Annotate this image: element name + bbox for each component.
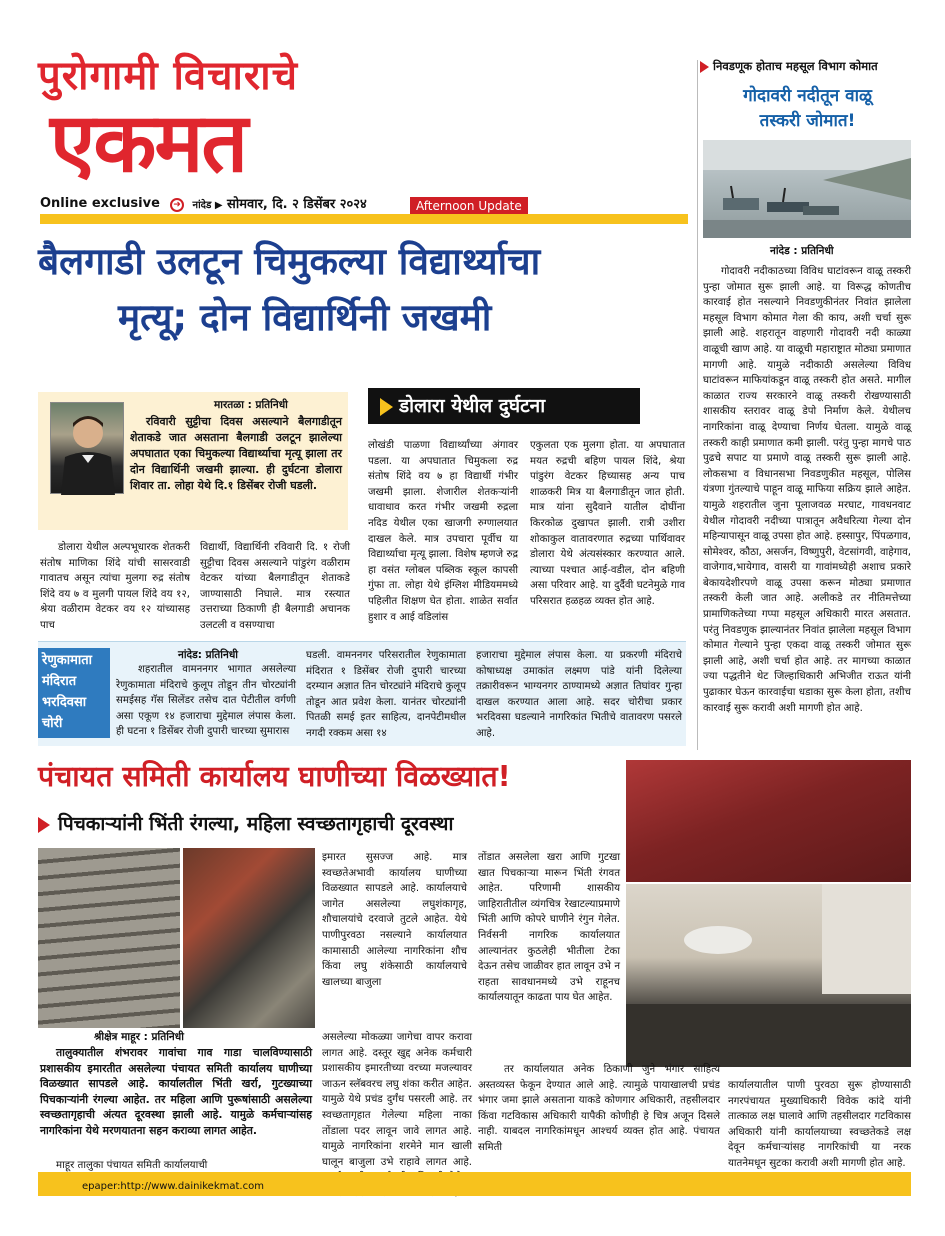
panchayat-column-4: कार्यालयातील पाणी पुरवठा सुरू होण्यासाठी नगरपंचायत मुख्याधिकारी विवेक कांदे यांनी तात्काळ लक्ष घालावे आणि तहसीलदार गटविकास अधिकारी यांनी कार्यालयाच्या स्वच्छतेकडे लक्ष देवून कर्मचाऱ्यांसह नागरिकांची या नरक यातनेमधून सुटका करावी अशी मागणी होत आहे. bbox=[728, 1080, 911, 1169]
online-exclusive-label: Online exclusive bbox=[40, 196, 160, 211]
river-boats-illustration bbox=[703, 140, 911, 238]
lead-intro-text: रविवारी सुट्टीचा दिवस असल्याने बैलगाडीतून शेताकडे जात असताना बैलगाडी उलटून झालेल्या अपघातात एका चिमुकल्या विद्यार्थ्याचा मृत्यू झाला तर दोन विद्यार्थिनी जखमी झाल्या. ही दुर्घटना डोलारा शिवार ता. लोहा येथे दि.१ डिसेंबर रोजी घडली. bbox=[130, 415, 342, 492]
triangle-bullet-icon bbox=[380, 398, 393, 416]
renuka-story-label: रेणुकामाता मंदिरात भरदिवसा चोरी bbox=[38, 648, 110, 738]
panchayat-column-3: तोंडात असलेला खरा आणि गुटखा खात पिचकाऱ्या मारून भिंती रंगवत आहेत. परिणामी शासकीय जाहिरातीतील व्यंगचित्र रेखाटल्याप्रमाणे भिंती आणि कोपरे घाणीने रंगुन गेलेत. निर्वसनी नागरिक कार्यालयात आल्यानंतर कुठलेही भीतीला टेका देऊन तसेच जाळीवर हात लावून उभे न राहता सावधानमध्ये उभे राहूनच कार्यालयातून काढता पाय घेत आहेत. bbox=[478, 852, 620, 1004]
panchayat-byline: श्रीक्षेत्र माहूर : प्रतिनिधी bbox=[94, 1031, 184, 1043]
renuka-column-1: शहरातील वामननगर भागात असलेल्या रेणुकामाता मंदिराचे कुलूप तोडून तीन चोरट्यांनी समईसह गॅस सिलेंडर तसेच दात पेटीतील वर्गणी असा एकूण १४ हजाराचा मुद्देमाल लंपास केला. ही घटना १ डिसेंबर रोजी दुपारी चारच्या सुमारास bbox=[116, 664, 296, 738]
arrow-circle-icon: ➜ bbox=[170, 198, 184, 212]
renuka-byline: नांदेड: प्रतिनिधी bbox=[178, 649, 238, 661]
dateline-place: नांदेड ▶ bbox=[192, 200, 223, 211]
lead-column-3: लोखंडी पाळणा विद्यार्थ्यांच्या अंगावर पडला. या अपघातात चिमुकला रुद्र संतोष शिंदे वय ७ हा विद्यार्थी गंभीर जखमी झाला. शेजारील शेतकऱ्यांनी धावाधाव करत गंभीर जखमी रुद्रला नदिड येथील एका खाजगी रुग्णालयात दाखल केले. मात्र उपचारा पूर्वीच या विद्यार्थ्याचा मृत्यू झाला. विशेष म्हणजे रुद्र हा वसंत ग्लोबल पब्लिक स्कूल कापसी गुंफा ता. लोहा येथे इंग्लिश मीडियममध्ये पहिलीत शिक्षण घेत होता. शाळेत सर्वात हुशार व आई वडिलांस bbox=[368, 440, 518, 623]
stairs-photo bbox=[38, 848, 180, 1028]
stained-wall-photo bbox=[626, 760, 911, 882]
lead-intro-text-wrap bbox=[44, 496, 344, 526]
lead-subhead: डोलारा येथील दुर्घटना bbox=[368, 388, 640, 424]
masthead-tagline: पुरोगामी विचाराचे bbox=[38, 53, 299, 99]
right-story-title: गोदावरी नदीतून वाळू तस्करी जोमात! bbox=[743, 86, 872, 131]
dateline bbox=[170, 194, 367, 212]
panchayat-headline: पंचायत समिती कार्यालय घाणीच्या विळख्यात! bbox=[38, 760, 511, 793]
dateline-date: सोमवार, दि. २ डिसेंबर २०२४ bbox=[227, 197, 367, 212]
panchayat-column-2: इमारत सुसज्ज आहे. मात्र स्वच्छतेअभावी कार्यालय घाणीच्या विळख्यात सापडले आहे. कार्यालयाचे जागेत असलेल्या लघुशंकागृह, शौचालयांचे दरवाजे तुटले आहेत. येथे पाणीपुरवठा नसल्याने कार्यालयात कामासाठी आलेल्या नागरिकांना शौच किंवा लघु शंकेसाठी कार्यालयाचे खालच्या बाजुला bbox=[322, 852, 467, 988]
lead-column-4: एकुलता एक मुलगा होता. या अपघातात मयत रुद्रची बहिण पायल शिंदे, श्रेया पांडुरंग वेटकर हिच्यासह अन्य पाच शाळकरी मित्र या बैलगाडीतून जात होती. मात्र यांना सुदैवाने यातील दोघींना किरकोळ दुखापत झाली. रात्री उशीरा शोकाकुल वातावरणात रुद्रच्या पार्थिवावर डोलारा येथे अंत्यसंस्कार करण्यात आले. त्याच्या पश्चात आई-वडील, दोन बहिणी असा परिवार आहे. या दुर्दैवी घटनेमुळे गाव परिसरात हळहळ व्यक्त होत आहे. bbox=[530, 440, 685, 607]
panchayat-intro: तालुक्यातील शंभरावर गावांचा गाव गाडा चालविण्यासाठी प्रशासकीय इमारतीत असलेल्या पंचायत समिती कार्यालय घाणीच्या विळख्यात सापडले आहे. कार्यालतील भिंती खर्रा, गुटख्याच्या पिचकाऱ्यांनी रंगल्या आहेत. तर महिला आणि पुरूषांसाठी असलेल्या स्वच्छतागृहाची अंत्यत दूरवस्था झाली आहे. यामुळे कर्मचाऱ्यांसह नागरिकांना येथे मरणयातना सहन कराव्या लागत आहेत. bbox=[40, 1046, 312, 1137]
toilet-photo bbox=[626, 884, 911, 1067]
river-photo bbox=[703, 140, 911, 238]
lead-column-1: डोलारा येथील अल्पभूधारक शेतकरी संतोष माणिका शिंदे यांची सासरवाडी गावातच असून त्यांचा मुलगा रुद्र संतोष शिंदे वय ७ व मुलगी पायल शिंदे वय १२, श्रेया वळीराम वेटकर वय १२ यांच्यासह पाच bbox=[40, 542, 190, 631]
panchayat-subhead: पिचकाऱ्यांनी भिंती रंगल्या, महिला स्वच्छतागृहाची दूरवस्था bbox=[38, 806, 628, 842]
edition-badge: Afternoon Update bbox=[410, 197, 528, 215]
right-story-byline: नांदेड : प्रतिनिधी bbox=[770, 245, 834, 257]
triangle-bullet-icon bbox=[38, 817, 50, 833]
renuka-column-3: हजाराचा मुद्देमाल लंपास केला. या प्रकरणी मंदिराचे कोषाध्यक्ष उमाकांत लक्ष्मण पांडे यांनी दिलेल्या तक्रारीवरून भाग्यनगर ठाण्यामध्ये अज्ञात तिघांवर गुन्हा दाखल करण्यात आला आहे. सदर चोरीचा प्रकार भरदिवसा घडल्याने नागरिकांत भितीचे वातावरण पसरले आहे. bbox=[476, 650, 682, 739]
footer-epaper-link[interactable]: epaper:http://www.dainikekmat.com bbox=[82, 1181, 264, 1192]
boy-portrait-illustration bbox=[51, 403, 125, 495]
masthead-logo: एकमत bbox=[50, 96, 247, 191]
renuka-column-2: घडली. वामननगर परिसरातील रेणुकामाता मंदिरात १ डिसेंबर रोजी दुपारी चारच्या दरम्यान अज्ञात तिन चोरट्यांने मंदिराचे कुलूप तोडून आत प्रवेश केला. यानंतर चोरट्यांनी पितळी समई इतर साहित्य, दानपेटीमधील नगदी रक्कम असा १४ bbox=[306, 650, 466, 739]
right-story-body: गोदावरी नदीकाठच्या विविध घाटांवरून वाळू तस्करी पुन्हा जोमात सुरू झाली आहे. या विरूद्ध कोणतीच कारवाई होत नसल्याने निवडणुकीनंतर निवांत झालेला महसूल विभाग कोमात गेला की काय, अशी चर्चा सुरू झाली आहे. शहरातून वाहणारी गोदावरी नदी काळ्या वाळूची खाण आहे. या वाळूची महाराष्ट्रात मोठ्या प्रमाणात मागणी आहे. यामुळे नदीकाठी असलेल्या विविध घाटांवरून माफियांकडून वाळू तस्करी होत असते. मागील काळात राज्य सरकारने वाळू तस्करी रोखण्यासाठी शासकीय स्तरावर वाळू डेपो निर्माण केले. येथीलच नागरिकांना वाळू देण्याचा निर्णय घेतला. यामुळे वाळू तस्करी काही प्रमाणात कमी झाली. परंतु पुन्हा मागचे पाठ पुढचे सपाट या प्रमाणे वाळू तस्करी सुरू झाली आहे. लोकसभा व विधानसभा निवडणुकीत महसूल, पोलिस यंत्रणा गुंतल्याचे पाहून वाळू माफिया सक्रिय झाले आहेत. यामुळे शहरातील जुना पूलाजवळ मरघाट, गावधनवाट येथील गोदावरी नदीच्या पात्रातून अवैधरित्या गेल्या दोन महिन्यापासून वाळू उपसा होत आहे. हस्सापुर, पिंपळगाव, सोमेश्वर, कौठा, असर्जन, विष्णुपुरी, वेटसांगवी, वाहेगाव, वाजेगाव,भायेगाव, वासरी या गावांमध्येही अशाच प्रकारे बेकायदेशीरपणे वाळू उपसा करून मोठ्या प्रमाणात तस्करी केली जात आहे. अलीकडे तर नीतिमत्तेच्या प्रामाणिकतेच्या गप्पा महसूल अधिकारी मारत असतात. परंतु निवडणुक झाल्यानंतर निवांत झालेला महसूल विभाग कोमात गेल्याने पुन्हा एकदा वाळू तस्करी जोमात सुरू झाली आहे, अशी चर्चा होत आहे. तर मागच्या काळात ज्या पद्धतीने थेट जिल्हाधिकारी अभिजीत राऊत यांनी पुढाकार घेऊन कारवाईचा धडाका सुरू केला होता, तशीच कारवाई सुरू करावी अशी मागणी होत आहे. bbox=[703, 266, 911, 714]
lead-column-2: विद्यार्थी, विद्यार्थिनी रविवारी दि. १ रोजी सुट्टीचा दिवस असल्याने पांडुरंग वळीराम वेटकर यांच्या बैलगाडीतून शेताकडे जाण्यासाठी निघाले. मात्र रस्त्यात उत्तराच्या ठिकाणी ही बैलगाडी अचानक उलटली व वसण्याचा bbox=[200, 542, 350, 631]
column-divider bbox=[697, 60, 698, 750]
panchayat-intro-tail: माहूर तालुका पंचायत समिती कार्यालयाची bbox=[56, 1160, 208, 1171]
masthead-divider-bar bbox=[40, 214, 688, 224]
boy-photo bbox=[50, 402, 124, 494]
panchayat-column-2-wide: असलेल्या मोकळ्या जागेचा वापर करावा लागत आहे. दस्तूर खुद्द अनेक कर्मचारी प्रशासकीय इमारतीच्या वरच्या मजल्यावर जाऊन स्लॅबवरच लघु शंका करीत आहेत. यामुळे येथे प्रचंड दुर्गंध पसरली आहे. तर स्वच्छतागृहात गेलेल्या महिला नाका तोंडाला पदर लावून जावे लागत आहे. यामुळे नागरिकांना शरमेने मान खाली घालून बाजुला उभे राहावे लागत आहे. bbox=[322, 1032, 472, 1168]
scrap-photo bbox=[183, 848, 315, 1028]
triangle-bullet-icon bbox=[700, 61, 709, 73]
lead-headline: बैलगाडी उलटून चिमुकल्या विद्यार्थ्याचा मृत्यू; दोन विद्यार्थिनी जखमी bbox=[38, 240, 541, 339]
right-story-kicker: निवडणूक होताच महसूल विभाग कोमात bbox=[700, 59, 878, 74]
toilet-illustration bbox=[626, 884, 911, 1067]
panchayat-column-3-wide: तर कार्यालयात अनेक ठिकाणी जुने भंगार साहित्य अस्तव्यस्त फेकून देण्यात आले आहे. त्यामुळे पायाखालची प्रचंड भंगार जमा झाले असताना याकडे कोणगार अधिकारी, तहसीलदार किंवा गटविकास अधिकारी यापैकी कोणीही हे चित्र अजून दिसले नाही. याबदल नागरिकांमधून आश्चर्य व्यक्त होत आहे. पंचायत समिती bbox=[478, 1064, 720, 1153]
lead-byline: मारतळा : प्रतिनिधी bbox=[214, 399, 288, 411]
